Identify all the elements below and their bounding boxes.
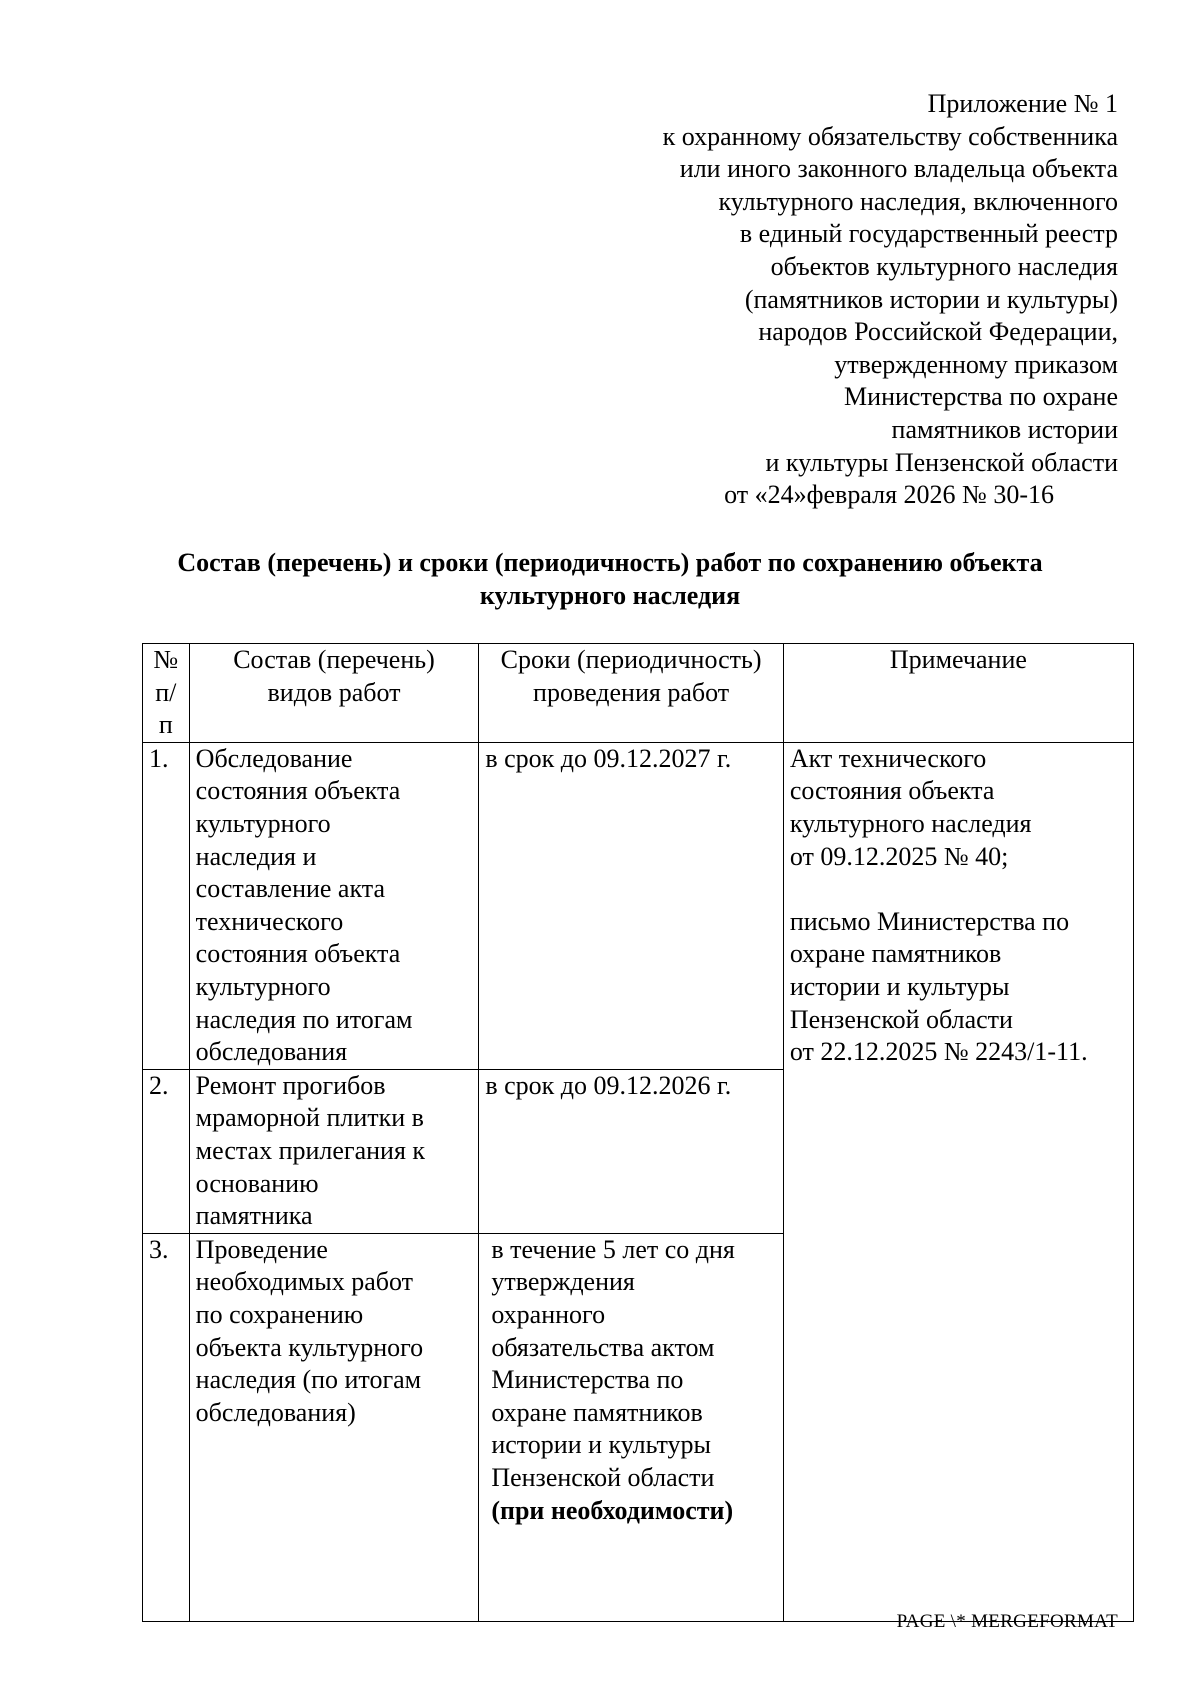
appendix-line: народов Российской Федерации,: [758, 317, 1118, 347]
appendix-line: памятников истории: [891, 414, 1118, 444]
terms-line: истории и культуры: [491, 1430, 711, 1460]
works-line: состояния объекта: [195, 939, 401, 969]
note-cell: [783, 742, 1133, 1621]
appendix-line: или иного законного владельца объекта: [679, 154, 1118, 184]
works-line: обследования: [195, 1037, 348, 1067]
appendix-line: (памятников истории и культуры): [744, 284, 1118, 314]
works-line: составление акта: [195, 874, 385, 904]
terms-line: утверждения: [491, 1267, 635, 1297]
note-line: культурного наследия: [789, 808, 1032, 838]
works-line: по сохранению: [195, 1299, 364, 1329]
table-header-row: [143, 644, 1134, 743]
appendix-date-line: от «24»февраля 2026 № 30-16: [724, 480, 1054, 510]
header-terms-line: Сроки (периодичность): [500, 645, 762, 674]
works-line: основанию: [195, 1168, 319, 1198]
appendix-line: Приложение № 1: [927, 89, 1118, 118]
row-number: 1.: [143, 742, 190, 1069]
row-number: 3.: [143, 1233, 190, 1621]
works-line: культурного: [195, 808, 331, 838]
note-block-letter: [790, 906, 1127, 1069]
appendix-line: объектов культурного наследия: [770, 251, 1118, 281]
row-terms: [479, 742, 784, 1069]
header-num-line: №: [153, 645, 179, 674]
appendix-line: и культуры Пензенской области: [765, 447, 1118, 477]
appendix-header: [498, 88, 1118, 512]
header-works-line: Состав (перечень): [233, 645, 435, 674]
works-line: Обследование: [195, 743, 353, 773]
works-table: [142, 643, 1134, 1622]
works-line: наследия (по итогам: [195, 1365, 422, 1395]
terms-line: охранного: [491, 1299, 606, 1329]
note-line: Акт технического: [789, 743, 987, 773]
note-line: состояния объекта: [789, 776, 995, 806]
document-title-line1: Состав (перечень) и сроки (периодичность) работ по сохранению объекта: [177, 548, 1043, 577]
header-note-line: Примечание: [889, 645, 1027, 674]
works-line: технического: [195, 906, 344, 936]
header-terms: [479, 644, 784, 743]
header-terms-line: проведения работ: [533, 677, 730, 707]
row-works: [189, 1233, 479, 1621]
row-works: [189, 1069, 479, 1233]
works-line: культурного: [195, 971, 331, 1001]
header-num: [143, 644, 190, 743]
terms-line: Пензенской области: [491, 1462, 715, 1492]
note-line: письмо Министерства по: [789, 906, 1070, 936]
note-line: от 22.12.2025 № 2243/1-11.: [789, 1037, 1088, 1067]
works-line: Ремонт прогибов: [195, 1070, 386, 1100]
appendix-line: утвержденному приказом: [834, 349, 1118, 379]
works-line: мраморной плитки в: [195, 1103, 424, 1133]
terms-line: Министерства по: [491, 1365, 684, 1395]
note-spacer: [790, 873, 1127, 906]
terms-line: обязательства актом: [491, 1332, 715, 1362]
terms-line: в течение 5 лет со дня: [491, 1234, 735, 1264]
note-line: охране памятников: [789, 939, 1002, 969]
appendix-line: культурного наследия, включенного: [718, 186, 1118, 216]
appendix-line: Министерства по охране: [844, 382, 1118, 412]
header-note: [783, 644, 1133, 743]
note-line: истории и культуры: [789, 971, 1010, 1001]
works-line: состояния объекта: [195, 776, 401, 806]
document-title-line2: культурного наследия: [479, 581, 741, 610]
works-line: наследия по итогам: [195, 1004, 413, 1034]
note-line: от 09.12.2025 № 40;: [789, 841, 1009, 871]
row-number: 2.: [143, 1069, 190, 1233]
works-line: необходимых работ: [195, 1267, 413, 1297]
works-line: Проведение: [195, 1234, 328, 1264]
row-works: [189, 742, 479, 1069]
works-line: памятника: [195, 1201, 313, 1231]
document-title: [140, 546, 1080, 612]
note-block-act: [790, 743, 1127, 873]
row-terms: [479, 1233, 784, 1621]
terms-line: в срок до 09.12.2026 г.: [485, 1070, 732, 1100]
terms-line: охране памятников: [491, 1397, 703, 1427]
table-row: [143, 742, 1134, 1069]
header-works: [189, 644, 479, 743]
header-num-line: п/п: [155, 677, 177, 740]
appendix-line: к охранному обязательству собственника: [662, 121, 1118, 151]
works-line: объекта культурного: [195, 1332, 424, 1362]
works-line: местах прилегания к: [195, 1135, 426, 1165]
row-terms: [479, 1069, 784, 1233]
page-field-footer: PAGE \* MERGEFORMAT: [896, 1611, 1118, 1632]
appendix-line: в единый государственный реестр: [739, 219, 1118, 249]
works-line: наследия и: [195, 841, 317, 871]
note-line: Пензенской области: [789, 1004, 1013, 1034]
terms-line-bold: (при необходимости): [491, 1495, 734, 1525]
terms-line: в срок до 09.12.2027 г.: [485, 743, 732, 773]
header-works-line: видов работ: [267, 677, 401, 707]
works-line: обследования): [195, 1397, 356, 1427]
